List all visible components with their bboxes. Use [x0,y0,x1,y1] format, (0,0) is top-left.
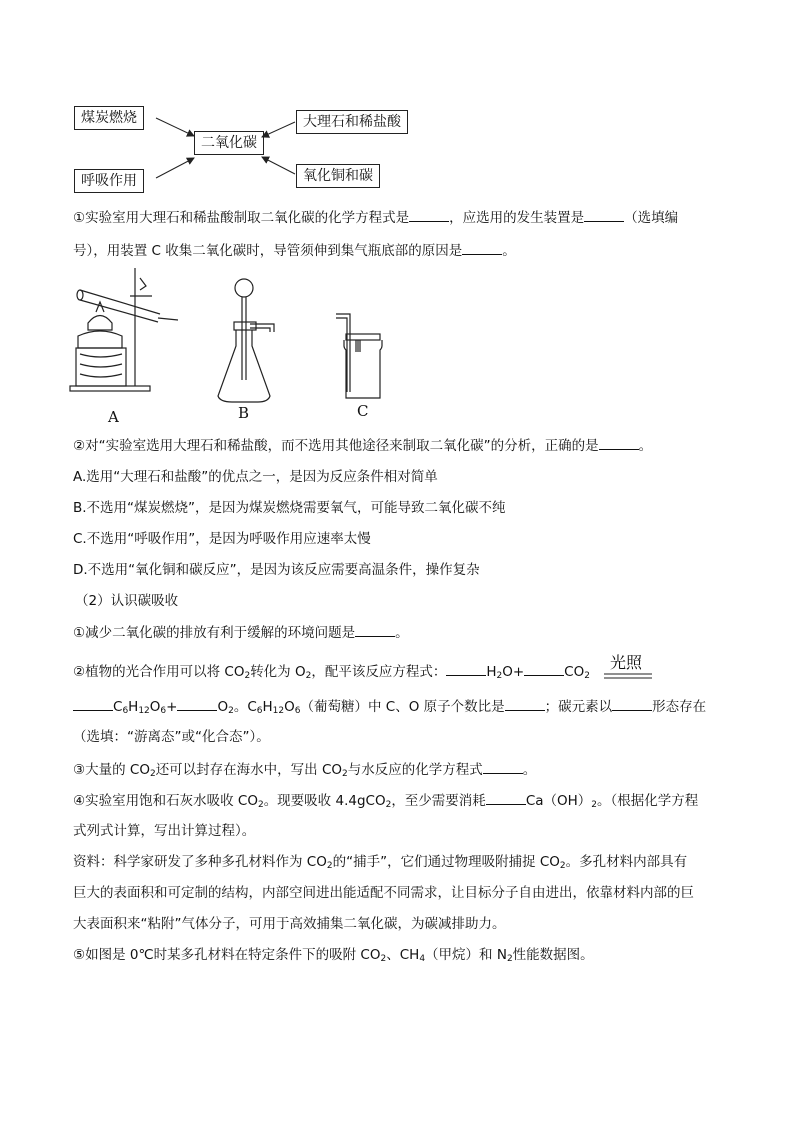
answer-blank[interactable] [446,661,486,676]
answer-blank[interactable] [612,696,652,711]
apparatus-b-drawing [218,279,274,402]
q2-option-a: A.选用“大理石和盐酸”的优点之一，是因为反应条件相对简单 [73,469,438,485]
p1-line: ①减少二氧化碳的排放有利于缓解的环境问题是 。 [73,622,409,643]
reaction-condition-light: 光照 [610,653,643,672]
apparatus-label-c: C [357,402,369,420]
coal-burning-box: 煤炭燃烧 [74,106,144,130]
answer-blank[interactable] [599,435,639,450]
p2-line3: （选填：“游离态”或“化合态”）。 [73,729,270,745]
answer-blank[interactable] [584,207,624,222]
diagram-arrows [0,0,794,220]
arrow-copper [262,157,295,174]
co2-center-box: 二氧化碳 [194,131,264,155]
answer-blank[interactable] [462,240,502,255]
arrow-breath [156,158,194,178]
apparatus-figure [60,268,400,428]
p2-line1: ②植物的光合作用可以将 $CO_2$转化为 $O_2$，配平该反应方程式： $H_2O+ CO_2$ [73,661,590,682]
arrow-coal [156,118,194,136]
answer-blank[interactable] [355,622,395,637]
answer-blank[interactable] [486,790,526,805]
q2-option-b: B.不选用“煤炭燃烧”，是因为煤炭燃烧需要氧气，可能导致二氧化碳不纯 [73,500,506,516]
q1-line1: ①实验室用大理石和稀盐酸制取二氧化碳的化学方程式是 ，应选用的发生装置是 （选填编 [73,207,678,228]
apparatus-a-drawing [70,268,178,391]
answer-blank[interactable] [177,696,217,711]
answer-blank[interactable] [483,759,523,774]
answer-blank[interactable] [73,696,113,711]
p5-line: ⑤如图是 0℃时某多孔材料在特定条件下的吸附 $CO_2$、$CH_4$（甲烷）和 $N_2$性能数据图。 [73,947,594,964]
p3-line: ③大量的 $CO_2$还可以封存在海水中，写出 $CO_2$与水反应的化学方程式 。 [73,759,536,780]
marble-acid-box: 大理石和稀盐酸 [296,110,408,134]
reaction-equals-sign [604,672,652,680]
p4-line1: ④实验室用饱和石灰水吸收 $CO_2$。现要吸收 4.4gCO$_2$，至少需要消耗 $Ca(OH)_2$。（根据化学方程 [73,790,698,811]
p2-line2: $C_6H_{12}O_6+ O_2$。$C_6H_{12}O_6$（葡萄糖）中 C、O 原子个数比是 ；碳元素以 形态存在 [73,696,706,717]
apparatus-label-a: A [108,408,119,426]
apparatus-c-drawing [336,314,382,398]
answer-blank[interactable] [505,696,545,711]
q2-stem: ②对“实验室选用大理石和稀盐酸，而不选用其他途径来制取二氧化碳”的分析，正确的是 。 [73,435,652,456]
q2-option-d: D.不选用“氧化铜和碳反应”，是因为该反应需要高温条件，操作复杂 [73,562,480,578]
arrow-marble [262,122,295,137]
apparatus-label-b: B [238,404,250,422]
copper-oxide-carbon-box: 氧化铜和碳 [296,164,380,188]
respiration-box: 呼吸作用 [74,169,144,193]
q2-option-c: C.不选用“呼吸作用”，是因为呼吸作用应速率太慢 [73,531,371,547]
info-line3: 大表面积来“粘附”气体分子，可用于高效捕集二氧化碳，为碳减排助力。 [73,916,506,932]
answer-blank[interactable] [524,661,564,676]
q1-line2: 号），用装置 C 收集二氧化碳时，导管须伸到集气瓶底部的原因是 。 [73,240,516,261]
answer-blank[interactable] [409,207,449,222]
p4-line2: 式列式计算，写出计算过程）。 [73,823,256,839]
section-2-heading: （2）认识碳吸收 [75,593,179,609]
info-line2: 巨大的表面积和可定制的结构，内部空间进出能适配不同需求，让目标分子自由进出，依靠材料内部的巨 [73,885,694,901]
info-line1: 资料：科学家研发了多种多孔材料作为 $CO_2$的“捕手”，它们通过物理吸附捕捉 $CO_2$。多孔材料内部具有 [73,854,688,871]
